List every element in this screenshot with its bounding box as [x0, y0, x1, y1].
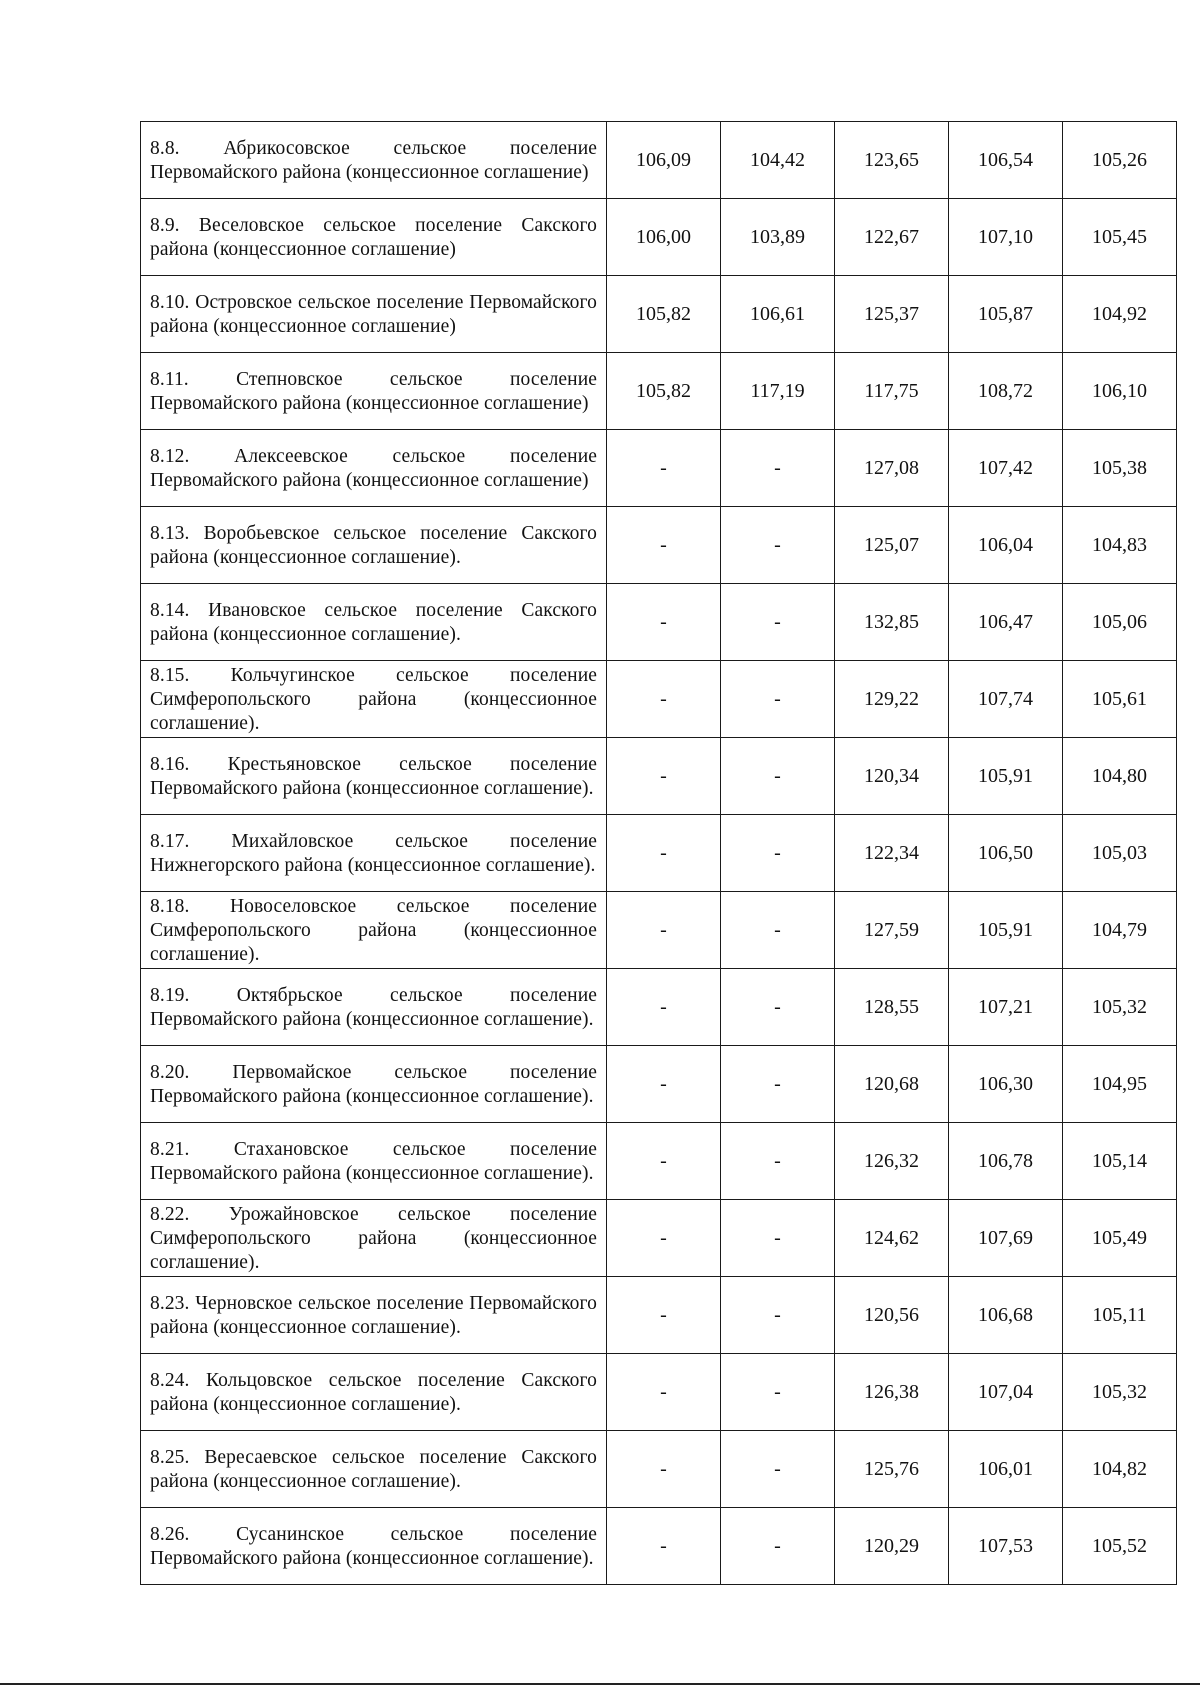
- settlement-name: 8.15. Кольчугинское сельское поселение Симферопольского района (концессионное соглашение).: [150, 664, 597, 734]
- index-value-cell: 126,32: [835, 1123, 949, 1200]
- settlement-name-cell: [141, 122, 607, 199]
- index-value-cell: 106,47: [949, 584, 1063, 661]
- index-value-cell: 105,91: [949, 738, 1063, 815]
- table-row: [141, 1508, 1177, 1585]
- index-value-cell: 104,83: [1063, 507, 1177, 584]
- index-value-cell: 120,29: [835, 1508, 949, 1585]
- index-value-cell: -: [607, 584, 721, 661]
- index-value-cell: 125,37: [835, 276, 949, 353]
- table-row: [141, 1354, 1177, 1431]
- table-row: [141, 969, 1177, 1046]
- index-value-cell: -: [721, 1431, 835, 1508]
- index-value-cell: 104,80: [1063, 738, 1177, 815]
- index-value-cell: 106,09: [607, 122, 721, 199]
- index-value-cell: 125,76: [835, 1431, 949, 1508]
- settlement-name-cell: [141, 969, 607, 1046]
- index-value-cell: -: [721, 1277, 835, 1354]
- index-value-cell: 107,10: [949, 199, 1063, 276]
- index-value-cell: -: [721, 430, 835, 507]
- settlement-name-cell: [141, 276, 607, 353]
- index-value-cell: 129,22: [835, 661, 949, 738]
- settlement-name: 8.25. Вересаевское сельское поселение Сакского района (концессионное соглашение).: [150, 1446, 597, 1492]
- page-bottom-rule: [0, 1683, 1200, 1685]
- settlement-name-cell: [141, 199, 607, 276]
- index-value-cell: 120,34: [835, 738, 949, 815]
- table-row: [141, 661, 1177, 738]
- settlement-name: 8.20. Первомайское сельское поселение Первомайского района (концессионное соглашение).: [150, 1061, 597, 1107]
- settlement-name: 8.18. Новоселовское сельское поселение Симферопольского района (концессионное соглашение).: [150, 895, 597, 965]
- index-value-cell: 107,04: [949, 1354, 1063, 1431]
- index-value-cell: -: [721, 815, 835, 892]
- index-value-cell: 117,75: [835, 353, 949, 430]
- settlement-name: 8.23. Черновское сельское поселение Первомайского района (концессионное соглашение).: [150, 1292, 597, 1338]
- index-value-cell: 125,07: [835, 507, 949, 584]
- index-value-cell: 105,14: [1063, 1123, 1177, 1200]
- settlement-name: 8.14. Ивановское сельское поселение Сакского района (концессионное соглашение).: [150, 599, 597, 645]
- settlement-name: 8.19. Октябрьское сельское поселение Первомайского района (концессионное соглашение).: [150, 984, 597, 1030]
- index-value-cell: 105,82: [607, 353, 721, 430]
- table-row: [141, 199, 1177, 276]
- table-row: [141, 122, 1177, 199]
- settlement-name: 8.26. Сусанинское сельское поселение Первомайского района (концессионное соглашение).: [150, 1523, 597, 1569]
- index-value-cell: 105,91: [949, 892, 1063, 969]
- settlement-name-cell: [141, 1123, 607, 1200]
- index-value-cell: 104,42: [721, 122, 835, 199]
- index-value-cell: 105,49: [1063, 1200, 1177, 1277]
- index-value-cell: 103,89: [721, 199, 835, 276]
- index-value-cell: 105,32: [1063, 969, 1177, 1046]
- settlement-name: 8.10. Островское сельское поселение Первомайского района (концессионное соглашение): [150, 291, 597, 337]
- index-value-cell: -: [607, 892, 721, 969]
- settlement-name-cell: [141, 430, 607, 507]
- index-value-cell: 105,45: [1063, 199, 1177, 276]
- index-value-cell: 104,79: [1063, 892, 1177, 969]
- settlement-name: 8.24. Кольцовское сельское поселение Сакского района (концессионное соглашение).: [150, 1369, 597, 1415]
- index-value-cell: 105,38: [1063, 430, 1177, 507]
- settlement-name-cell: [141, 892, 607, 969]
- table-row: [141, 892, 1177, 969]
- index-value-cell: -: [607, 815, 721, 892]
- index-value-cell: -: [721, 584, 835, 661]
- index-value-cell: -: [721, 969, 835, 1046]
- index-value-cell: 106,30: [949, 1046, 1063, 1123]
- index-value-cell: -: [607, 1277, 721, 1354]
- index-value-cell: 105,32: [1063, 1354, 1177, 1431]
- index-value-cell: 107,69: [949, 1200, 1063, 1277]
- settlement-name-cell: [141, 353, 607, 430]
- index-value-cell: 106,61: [721, 276, 835, 353]
- index-value-cell: -: [721, 1508, 835, 1585]
- index-value-cell: -: [607, 507, 721, 584]
- index-value-cell: -: [607, 738, 721, 815]
- index-value-cell: -: [607, 1354, 721, 1431]
- index-value-cell: 117,19: [721, 353, 835, 430]
- index-value-cell: -: [721, 1200, 835, 1277]
- table-row: [141, 276, 1177, 353]
- index-value-cell: 105,06: [1063, 584, 1177, 661]
- settlement-name: 8.13. Воробьевское сельское поселение Сакского района (концессионное соглашение).: [150, 522, 597, 568]
- settlement-name-cell: [141, 507, 607, 584]
- index-value-cell: 106,54: [949, 122, 1063, 199]
- index-value-cell: 107,42: [949, 430, 1063, 507]
- index-value-cell: 106,04: [949, 507, 1063, 584]
- index-value-cell: -: [721, 1123, 835, 1200]
- table-row: [141, 1431, 1177, 1508]
- index-value-cell: 106,00: [607, 199, 721, 276]
- index-value-cell: 105,26: [1063, 122, 1177, 199]
- index-value-cell: 105,82: [607, 276, 721, 353]
- index-value-cell: 108,72: [949, 353, 1063, 430]
- index-value-cell: 127,59: [835, 892, 949, 969]
- settlement-name-cell: [141, 1046, 607, 1123]
- table-row: [141, 1200, 1177, 1277]
- index-value-cell: 104,82: [1063, 1431, 1177, 1508]
- table-row: [141, 738, 1177, 815]
- index-value-cell: -: [721, 661, 835, 738]
- index-value-cell: 106,68: [949, 1277, 1063, 1354]
- index-value-cell: 107,53: [949, 1508, 1063, 1585]
- index-value-cell: -: [721, 507, 835, 584]
- index-value-cell: 127,08: [835, 430, 949, 507]
- index-value-cell: 106,01: [949, 1431, 1063, 1508]
- index-value-cell: -: [721, 892, 835, 969]
- index-value-cell: 128,55: [835, 969, 949, 1046]
- index-value-cell: -: [607, 661, 721, 738]
- index-value-cell: 132,85: [835, 584, 949, 661]
- index-value-cell: -: [607, 1200, 721, 1277]
- settlement-name-cell: [141, 1277, 607, 1354]
- index-value-cell: 122,34: [835, 815, 949, 892]
- table-row: [141, 1277, 1177, 1354]
- settlement-name-cell: [141, 738, 607, 815]
- index-value-cell: -: [607, 1046, 721, 1123]
- table-row: [141, 1046, 1177, 1123]
- settlement-name: 8.21. Стахановское сельское поселение Первомайского района (концессионное соглашение).: [150, 1138, 597, 1184]
- table-row: [141, 430, 1177, 507]
- index-value-cell: 105,11: [1063, 1277, 1177, 1354]
- tariff-index-table: [140, 121, 1177, 1585]
- index-value-cell: 106,50: [949, 815, 1063, 892]
- index-value-cell: 120,56: [835, 1277, 949, 1354]
- table-row: [141, 353, 1177, 430]
- settlement-name: 8.17. Михайловское сельское поселение Нижнегорского района (концессионное соглашение).: [150, 830, 597, 876]
- settlement-name-cell: [141, 1200, 607, 1277]
- index-value-cell: 106,78: [949, 1123, 1063, 1200]
- index-value-cell: 126,38: [835, 1354, 949, 1431]
- index-value-cell: -: [721, 1046, 835, 1123]
- index-value-cell: 122,67: [835, 199, 949, 276]
- table-row: [141, 507, 1177, 584]
- index-value-cell: 105,52: [1063, 1508, 1177, 1585]
- index-value-cell: 105,61: [1063, 661, 1177, 738]
- settlement-name-cell: [141, 1354, 607, 1431]
- index-value-cell: -: [607, 1508, 721, 1585]
- index-value-cell: -: [721, 738, 835, 815]
- index-value-cell: 107,74: [949, 661, 1063, 738]
- index-value-cell: 124,62: [835, 1200, 949, 1277]
- index-value-cell: 105,03: [1063, 815, 1177, 892]
- index-value-cell: 106,10: [1063, 353, 1177, 430]
- index-value-cell: 120,68: [835, 1046, 949, 1123]
- settlement-name-cell: [141, 1508, 607, 1585]
- index-value-cell: 107,21: [949, 969, 1063, 1046]
- index-value-cell: -: [607, 1123, 721, 1200]
- table-row: [141, 1123, 1177, 1200]
- settlement-name-cell: [141, 584, 607, 661]
- settlement-name: 8.11. Степновское сельское поселение Первомайского района (концессионное соглашение): [150, 368, 597, 414]
- table-row: [141, 584, 1177, 661]
- settlement-name: 8.8. Абрикосовское сельское поселение Первомайского района (концессионное соглашение): [150, 137, 597, 183]
- settlement-name: 8.9. Веселовское сельское поселение Сакского района (концессионное соглашение): [150, 214, 597, 260]
- index-value-cell: -: [607, 430, 721, 507]
- index-value-cell: -: [721, 1354, 835, 1431]
- index-value-cell: 104,92: [1063, 276, 1177, 353]
- settlement-name: 8.12. Алексеевское сельское поселение Первомайского района (концессионное соглашение): [150, 445, 597, 491]
- index-value-cell: -: [607, 969, 721, 1046]
- settlement-name: 8.16. Крестьяновское сельское поселение Первомайского района (концессионное соглашение).: [150, 753, 597, 799]
- index-value-cell: -: [607, 1431, 721, 1508]
- settlement-name: 8.22. Урожайновское сельское поселение Симферопольского района (концессионное соглашение).: [150, 1203, 597, 1273]
- settlement-name-cell: [141, 1431, 607, 1508]
- table-row: [141, 815, 1177, 892]
- index-value-cell: 104,95: [1063, 1046, 1177, 1123]
- table-body: [141, 122, 1177, 1585]
- settlement-name-cell: [141, 661, 607, 738]
- settlement-name-cell: [141, 815, 607, 892]
- index-value-cell: 123,65: [835, 122, 949, 199]
- index-value-cell: 105,87: [949, 276, 1063, 353]
